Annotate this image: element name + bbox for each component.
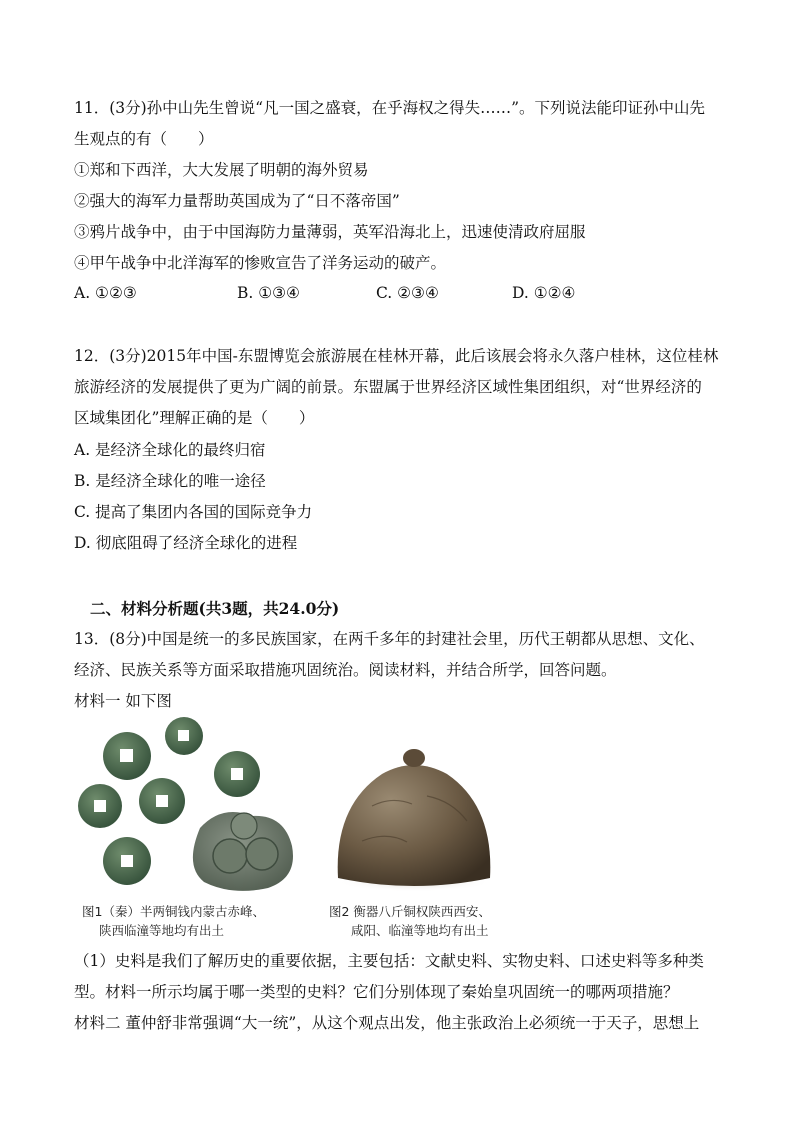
q11-option-c[interactable]: C. ②③④ bbox=[376, 284, 439, 302]
q11-item-1: ①郑和下西洋，大大发展了明朝的海外贸易 bbox=[74, 161, 369, 179]
material2-line1: 材料二 董仲舒非常强调“大一统”，从这个观点出发，他主张政治上必须统一于天子，思想上 bbox=[74, 1014, 700, 1032]
q13-stem-line2: 经济、民族关系等方面采取措施巩固统治。阅读材料，并结合所学，回答问题。 bbox=[74, 661, 617, 679]
material1-label: 材料一 如下图 bbox=[74, 692, 172, 710]
q11-stem-line1: 11．(3分)孙中山先生曾说“凡一国之盛衰，在乎海权之得失……”。下列说法能印证孙中山先 bbox=[74, 99, 706, 117]
q11-item-4: ④甲午战争中北洋海军的惨败宣告了洋务运动的破产。 bbox=[74, 254, 447, 272]
coin bbox=[165, 717, 203, 755]
coin bbox=[78, 784, 122, 828]
q12-stem-line2: 旅游经济的发展提供了更为广阔的前景。东盟属于世界经济区域性集团组织，对“世界经济的 bbox=[74, 378, 702, 396]
coin bbox=[214, 751, 260, 797]
q11-item-3: ③鸦片战争中，由于中国海防力量薄弱，英军沿海北上，迅速使清政府屈服 bbox=[74, 223, 586, 241]
q13-stem-line1: 13．(8分)中国是统一的多民族国家，在两千多年的封建社会里，历代王朝都从思想、文化、 bbox=[74, 630, 705, 648]
fig2-caption-line1: 图2 衡器八斤铜权陕西西安、 bbox=[329, 904, 491, 919]
q11-option-b[interactable]: B. ①③④ bbox=[237, 284, 300, 302]
fig1-caption-line2: 陕西临潼等地均有出土 bbox=[99, 923, 225, 938]
coin bbox=[139, 778, 185, 824]
bronze-weight-image bbox=[332, 746, 497, 894]
section-title: 二、材料分析题(共3题，共24.0分) bbox=[90, 599, 340, 618]
q12-stem-line3: 区域集团化”理解正确的是（ ） bbox=[74, 409, 315, 427]
coin bbox=[103, 732, 151, 780]
coin bbox=[103, 837, 151, 885]
q12-option-c[interactable]: C. 提高了集团内各国的国际竞争力 bbox=[74, 503, 313, 521]
q11-option-d[interactable]: D. ①②④ bbox=[512, 284, 576, 302]
q11-item-2: ②强大的海军力量帮助英国成为了“日不落帝国” bbox=[74, 192, 400, 210]
q12-option-d[interactable]: D. 彻底阻碍了经济全球化的进程 bbox=[74, 534, 298, 552]
coin-lump bbox=[193, 812, 293, 891]
q11-option-a[interactable]: A. ①②③ bbox=[74, 284, 137, 302]
q13-sub1-line1: （1）史料是我们了解历史的重要依据，主要包括：文献史料、实物史料、口述史料等多种类 bbox=[74, 952, 704, 970]
q13-sub1-line2: 型。材料一所示均属于哪一类型的史料？它们分别体现了秦始皇巩固统一的哪两项措施？ bbox=[74, 983, 679, 1001]
fig1-caption-line1: 图1（秦）半两铜钱内蒙古赤峰、 bbox=[82, 904, 265, 919]
q12-stem-line1: 12．(3分)2015年中国-东盟博览会旅游展在桂林开幕，此后该展会将永久落户桂林，这位桂林 bbox=[74, 347, 719, 365]
q12-option-a[interactable]: A. 是经济全球化的最终归宿 bbox=[74, 441, 266, 459]
fig2-caption-line2: 咸阳、临潼等地均有出土 bbox=[351, 923, 489, 938]
q12-option-b[interactable]: B. 是经济全球化的唯一途径 bbox=[74, 472, 266, 490]
q11-options bbox=[74, 284, 714, 306]
q11-stem-line2: 生观点的有（ ） bbox=[74, 130, 214, 148]
ancient-coins-image bbox=[72, 716, 302, 898]
